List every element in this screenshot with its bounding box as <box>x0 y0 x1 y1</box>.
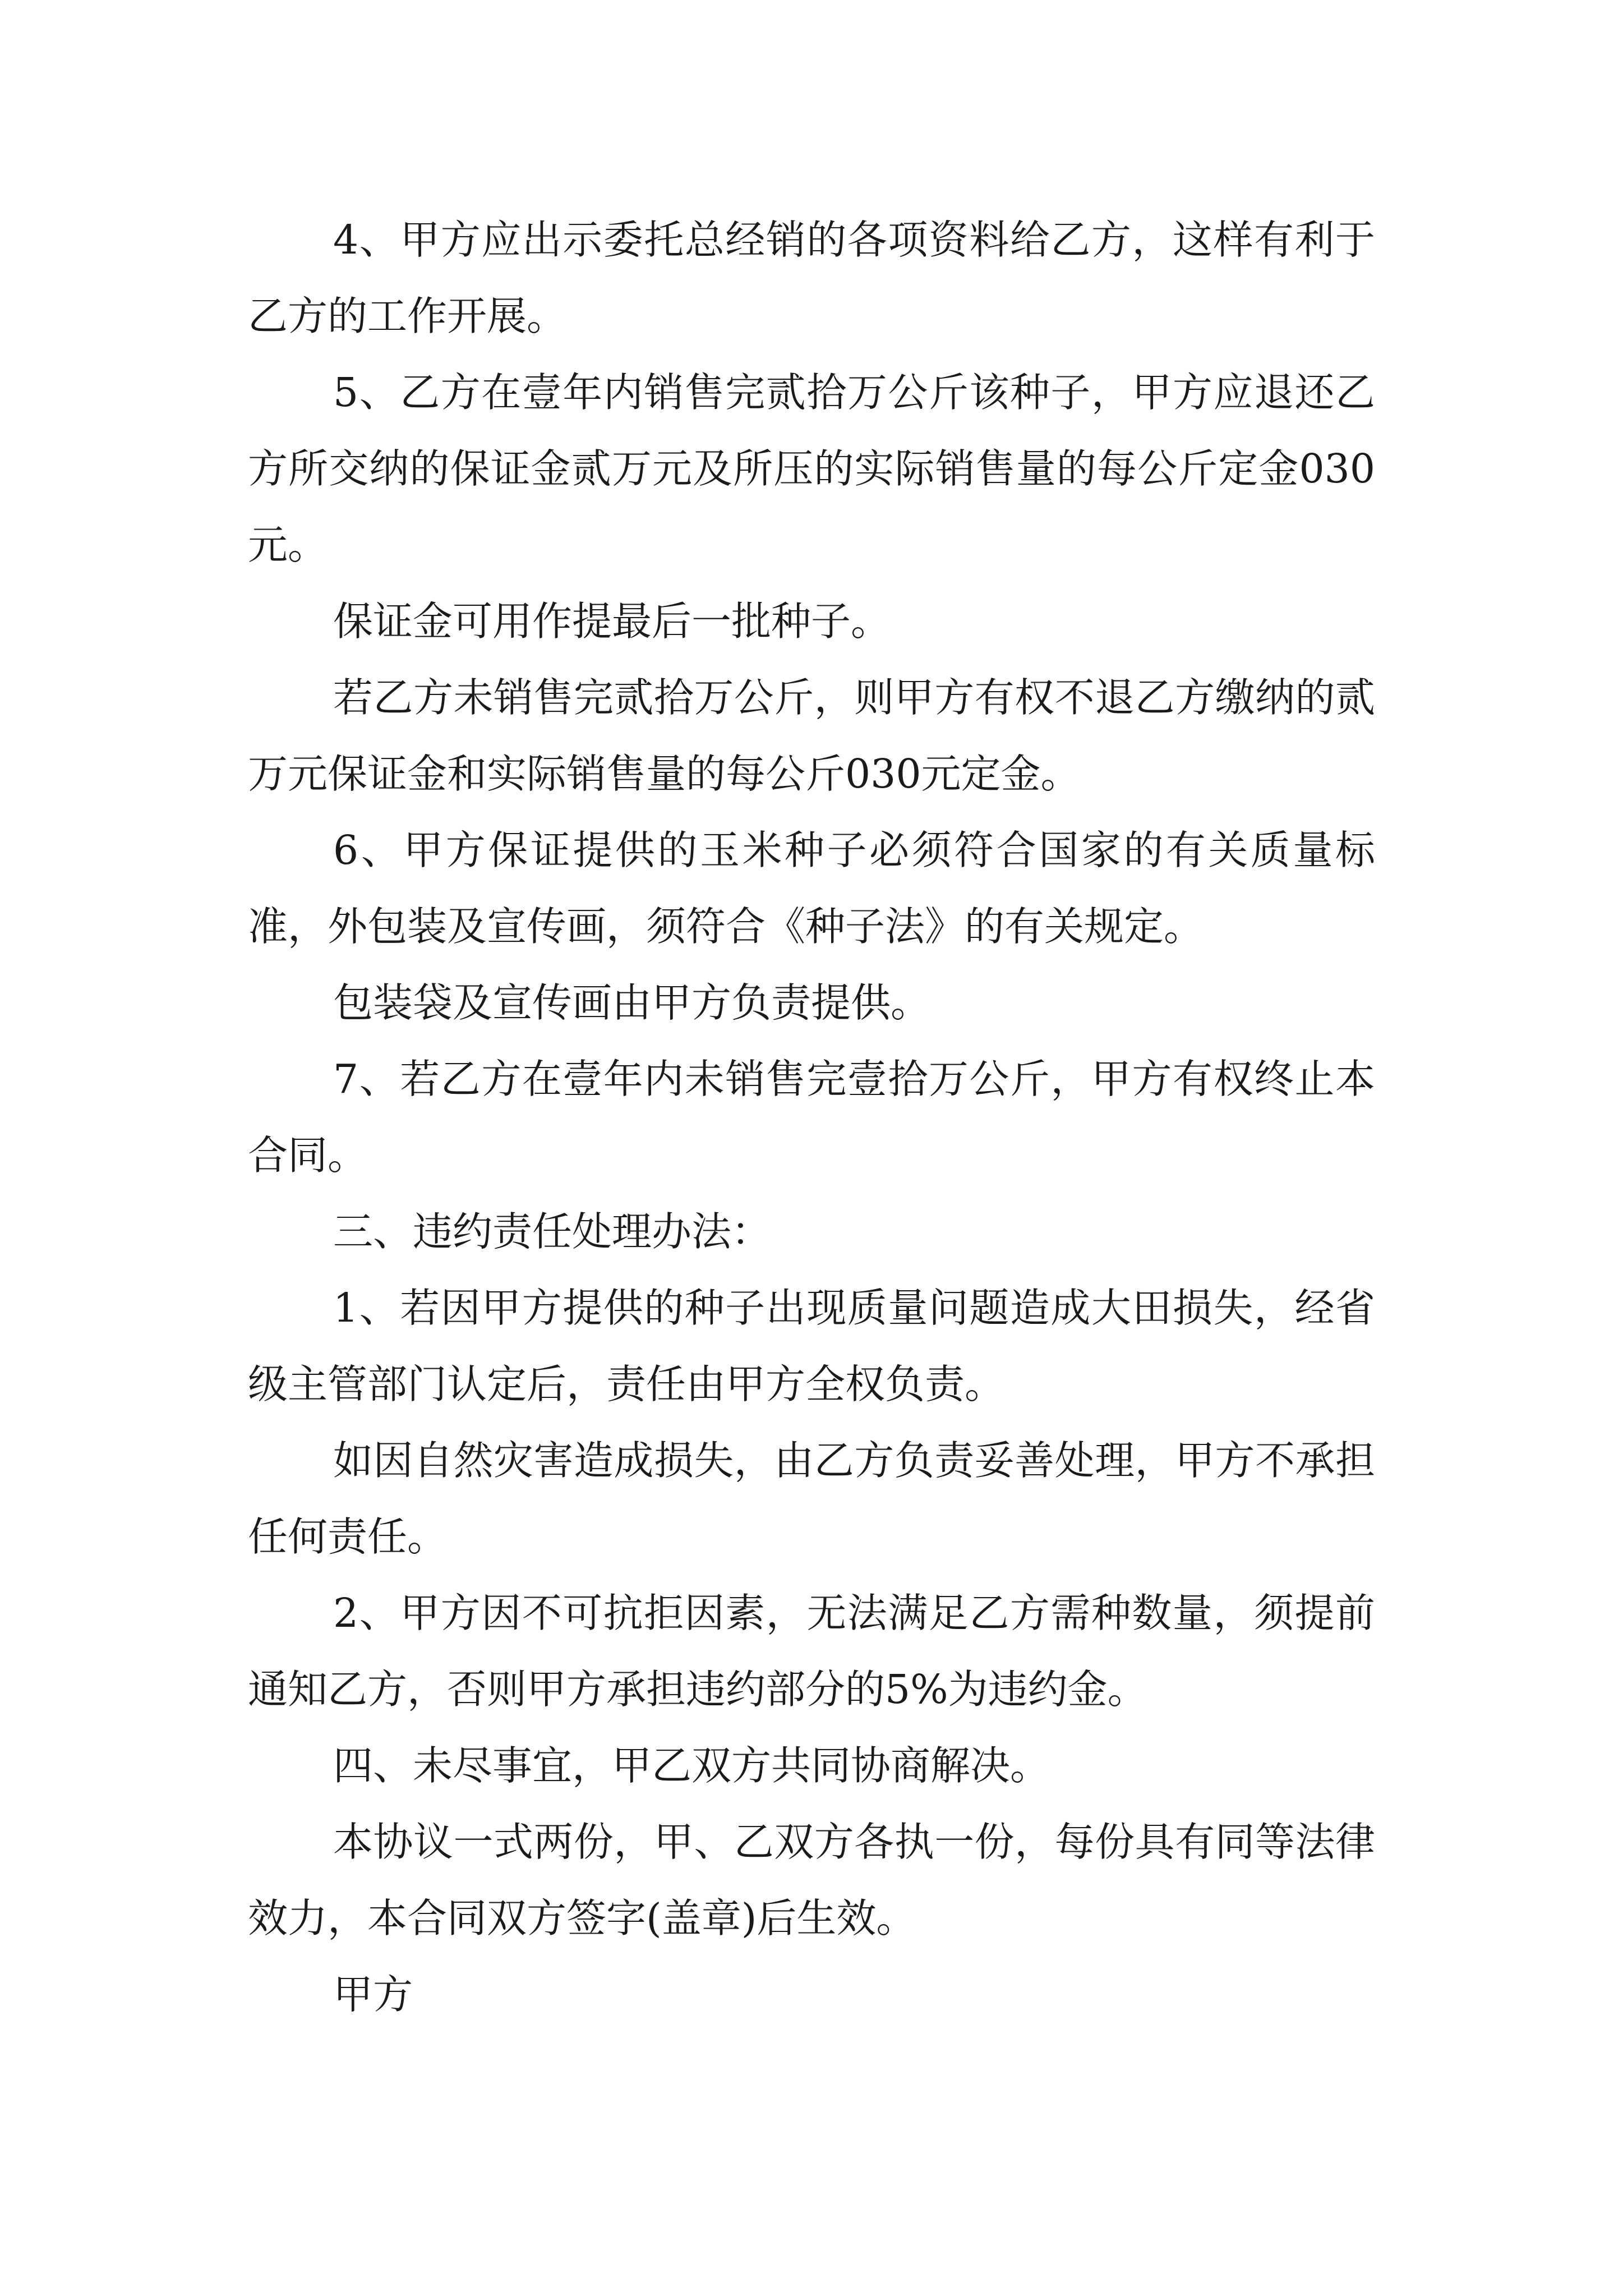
deposit-usage-paragraph: 保证金可用作提最后一批种子。 <box>333 598 891 645</box>
copies-effect-paragraph: 本协议一式两份，甲、乙双方各执一份，每份具有同等法律效力，本合同双方签字(盖章)后生效。 <box>248 1819 1375 1941</box>
section-3-heading: 三、违约责任处理办法： <box>333 1208 772 1255</box>
packaging-paragraph: 包装袋及宣传画由甲方负责提供。 <box>333 979 931 1026</box>
document-body <box>248 202 1375 2033</box>
liability-2-paragraph: 2、甲方因不可抗拒因素，无法满足乙方需种数量，须提前通知乙方，否则甲方承担违约部分的5%为违约金。 <box>248 1590 1375 1713</box>
clause-7-paragraph: 7、若乙方在壹年内未销售完壹拾万公斤，甲方有权终止本合同。 <box>248 1056 1375 1179</box>
liability-1-paragraph: 1、若因甲方提供的种子出现质量问题造成大田损失，经省级主管部门认定后，责任由甲方全权负责。 <box>248 1285 1375 1407</box>
natural-disaster-paragraph: 如因自然灾害造成损失，由乙方负责妥善处理，甲方不承担任何责任。 <box>248 1437 1375 1560</box>
party-a-signature-label: 甲方 <box>333 1971 413 2018</box>
deposit-forfeit-paragraph: 若乙方未销售完贰拾万公斤，则甲方有权不退乙方缴纳的贰万元保证金和实际销售量的每公斤030元定金。 <box>248 674 1375 797</box>
clause-6-paragraph: 6、甲方保证提供的玉米种子必须符合国家的有关质量标准，外包装及宣传画，须符合《种子法》的有关规定。 <box>248 827 1375 950</box>
clause-4-paragraph: 4、甲方应出示委托总经销的各项资料给乙方，这样有利于乙方的工作开展。 <box>248 217 1375 339</box>
clause-5-paragraph: 5、乙方在壹年内销售完贰拾万公斤该种子，甲方应退还乙方所交纳的保证金贰万元及所压的实际销售量的每公斤定金030元。 <box>248 369 1375 568</box>
section-4-paragraph: 四、未尽事宜，甲乙双方共同协商解决。 <box>333 1742 1050 1789</box>
